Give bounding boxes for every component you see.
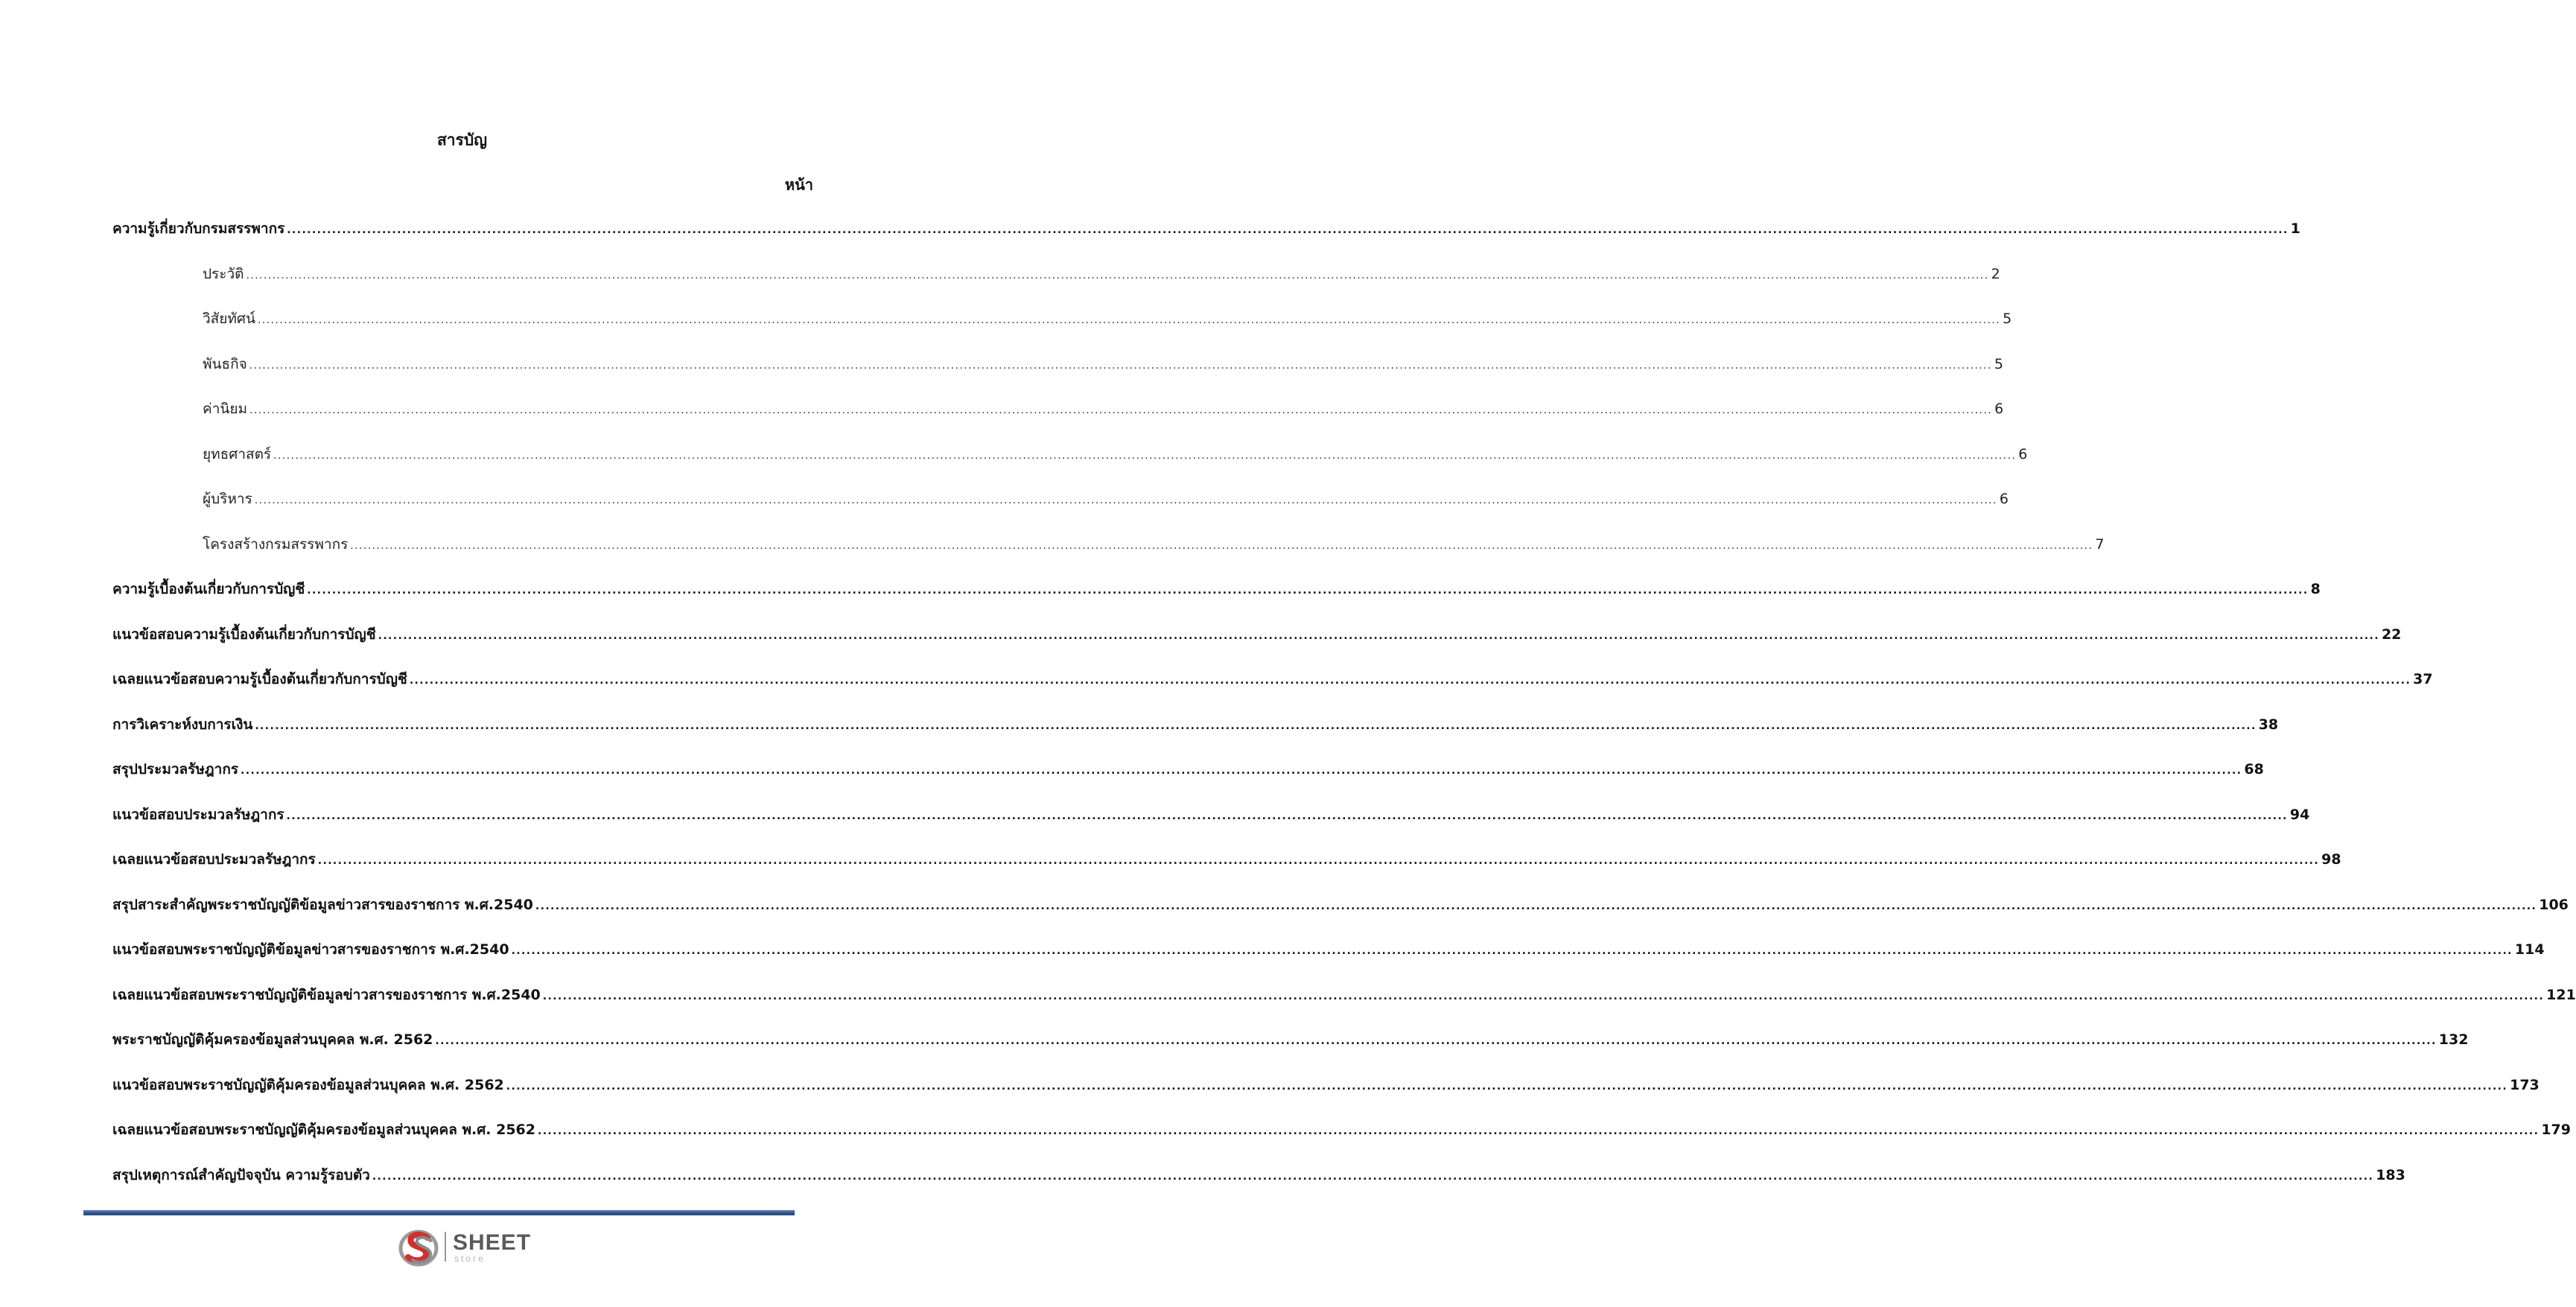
toc-entry-title: ค่านิยม bbox=[203, 401, 248, 417]
toc-entry-page: 98 bbox=[2321, 851, 2341, 868]
toc-entry bbox=[112, 668, 2433, 692]
toc-entry-page: 106 bbox=[2539, 896, 2569, 913]
page-title: สารบัญ bbox=[436, 131, 488, 149]
toc-entry bbox=[112, 758, 2264, 782]
toc-entry-page: 5 bbox=[1994, 355, 2003, 372]
toc-subentry bbox=[203, 533, 2105, 557]
toc-entry-page: 173 bbox=[2510, 1076, 2540, 1093]
toc-entry-page: 6 bbox=[2018, 445, 2028, 462]
toc-leader-dots: ................................................................................................................................................................................................................................................................................................................................................................................................................ bbox=[506, 1080, 2508, 1093]
toc-entry-page: 94 bbox=[2289, 806, 2310, 823]
toc-leader-dots: ................................................................................................................................................................................................................................................................................................................................................................................................................ bbox=[254, 495, 1997, 506]
toc-leader-dots: ................................................................................................................................................................................................................................................................................................................................................................................................................ bbox=[537, 1125, 2540, 1137]
toc-leader-dots: ................................................................................................................................................................................................................................................................................................................................................................................................................ bbox=[273, 449, 2017, 462]
toc-entry-page: 37 bbox=[2413, 671, 2433, 687]
toc-entry bbox=[112, 217, 2300, 241]
toc-leader-dots: ................................................................................................................................................................................................................................................................................................................................................................................................................ bbox=[535, 900, 2537, 912]
toc-entry-title: สรุปสาระสำคัญพระราชบัญญัติข้อมูลข่าวสารของราชการ พ.ศ.2540 bbox=[112, 896, 533, 913]
toc-entry-page: 1 bbox=[2290, 220, 2300, 237]
toc-leader-dots: ................................................................................................................................................................................................................................................................................................................................................................................................................ bbox=[249, 359, 1992, 372]
toc-entry-title: ผู้บริหาร bbox=[203, 491, 252, 507]
sheet-store-logo bbox=[399, 1229, 533, 1268]
toc-entry-page: 22 bbox=[2381, 626, 2402, 643]
toc-subentry bbox=[203, 353, 2003, 377]
toc-entry-page: 132 bbox=[2438, 1031, 2469, 1048]
toc-leader-dots: ................................................................................................................................................................................................................................................................................................................................................................................................................ bbox=[511, 945, 2513, 957]
toc-entry-title: แนวข้อสอบความรู้เบื้องต้นเกี่ยวกับการบัญชี bbox=[112, 626, 376, 643]
toc-entry-page: 38 bbox=[2258, 716, 2279, 733]
toc-entry-title: พระราชบัญญัติคุ้มครองข้อมูลส่วนบุคคล พ.ศ. 2562 bbox=[112, 1031, 433, 1048]
toc-entry bbox=[112, 713, 2279, 737]
toc-leader-dots: ................................................................................................................................................................................................................................................................................................................................................................................................................ bbox=[255, 719, 2257, 732]
toc-leader-dots: ................................................................................................................................................................................................................................................................................................................................................................................................................ bbox=[287, 224, 2289, 236]
toc-entry-page: 8 bbox=[2310, 581, 2321, 597]
toc-entry bbox=[112, 623, 2402, 647]
toc-entry-page: 183 bbox=[2376, 1166, 2405, 1183]
toc-entry bbox=[112, 848, 2341, 872]
page-column-header: หน้า bbox=[784, 176, 813, 194]
logo-wordmark: SHEET bbox=[453, 1230, 532, 1255]
toc-leader-dots: ................................................................................................................................................................................................................................................................................................................................................................................................................ bbox=[372, 1170, 2374, 1183]
toc-subentry bbox=[203, 308, 2012, 331]
toc-entry-page: 6 bbox=[1999, 491, 2009, 507]
toc-entry-page: 114 bbox=[2514, 941, 2545, 958]
toc-entry bbox=[112, 984, 2576, 1008]
toc-leader-dots: ................................................................................................................................................................................................................................................................................................................................................................................................................ bbox=[378, 629, 2379, 642]
toc-entry-title: สรุปเหตุการณ์สำคัญปัจจุบัน ความรู้รอบตัว bbox=[112, 1166, 370, 1183]
toc-entry-title: โครงสร้างกรมสรรพากร bbox=[203, 535, 349, 553]
toc-subentry bbox=[203, 398, 2004, 422]
toc-entry-title: ความรู้เบื้องต้นเกี่ยวกับการบัญชี bbox=[112, 581, 305, 597]
toc-entry-title: ความรู้เกี่ยวกับกรมสรรพากร bbox=[112, 220, 285, 237]
toc-entry-page: 2 bbox=[1991, 265, 2000, 282]
toc-entry-title: แนวข้อสอบประมวลรัษฎากร bbox=[112, 806, 284, 823]
toc-entry-title: แนวข้อสอบพระราชบัญญัติข้อมูลข่าวสารของราชการ พ.ศ.2540 bbox=[112, 941, 509, 958]
toc-entry-title: สรุปประมวลรัษฎากร bbox=[112, 761, 239, 777]
toc-subentry bbox=[203, 443, 2028, 467]
toc-entry-page: 5 bbox=[2003, 311, 2012, 327]
logo-subtitle: store bbox=[454, 1253, 486, 1264]
logo-divider bbox=[445, 1232, 446, 1262]
toc-entry bbox=[112, 1119, 2571, 1142]
sheet-store-s-icon bbox=[399, 1229, 442, 1268]
toc-entry-title: ยุทธศาสตร์ bbox=[203, 445, 272, 462]
toc-leader-dots: ................................................................................................................................................................................................................................................................................................................................................................................................................ bbox=[241, 765, 2242, 777]
toc-entry-page: 6 bbox=[1994, 401, 2004, 417]
toc-entry-page: 7 bbox=[2095, 535, 2105, 553]
toc-entry-title: เฉลยแนวข้อสอบประมวลรัษฎากร bbox=[112, 851, 316, 868]
toc-entry bbox=[112, 1028, 2469, 1052]
toc-leader-dots: ................................................................................................................................................................................................................................................................................................................................................................................................................ bbox=[246, 269, 1989, 282]
toc-leader-dots: ................................................................................................................................................................................................................................................................................................................................................................................................................ bbox=[435, 1035, 2437, 1047]
toc-entry bbox=[112, 578, 2321, 602]
toc-entry-title: การวิเคราะห์งบการเงิน bbox=[112, 716, 253, 733]
toc-entry bbox=[112, 804, 2310, 827]
toc-entry-page: 179 bbox=[2541, 1122, 2571, 1138]
toc-entry-title: วิสัยทัศน์ bbox=[203, 311, 255, 327]
toc-entry-title: เฉลยแนวข้อสอบพระราชบัญญัติคุ้มครองข้อมูลส่วนบุคคล พ.ศ. 2562 bbox=[112, 1122, 535, 1138]
toc-subentry bbox=[203, 263, 2000, 287]
footer-divider bbox=[83, 1210, 795, 1215]
toc-leader-dots: ................................................................................................................................................................................................................................................................................................................................................................................................................ bbox=[257, 314, 2001, 326]
toc-entry bbox=[112, 938, 2545, 962]
toc-entry bbox=[112, 894, 2569, 918]
toc-entry-title: พันธกิจ bbox=[203, 355, 247, 372]
toc-leader-dots: ................................................................................................................................................................................................................................................................................................................................................................................................................ bbox=[317, 855, 2320, 867]
toc-entry-title: เฉลยแนวข้อสอบความรู้เบื้องต้นเกี่ยวกับการบัญชี bbox=[112, 671, 407, 687]
toc-leader-dots: ................................................................................................................................................................................................................................................................................................................................................................................................................ bbox=[307, 585, 2309, 597]
toc-entry-title: เฉลยแนวข้อสอบพระราชบัญญัติข้อมูลข่าวสารของราชการ พ.ศ.2540 bbox=[112, 986, 541, 1003]
toc-entry bbox=[112, 1074, 2540, 1098]
toc-entry bbox=[112, 1164, 2405, 1188]
toc-entry-title: ประวัติ bbox=[203, 265, 244, 282]
toc-leader-dots: ................................................................................................................................................................................................................................................................................................................................................................................................................ bbox=[350, 539, 2093, 552]
toc-leader-dots: ................................................................................................................................................................................................................................................................................................................................................................................................................ bbox=[542, 990, 2545, 1002]
toc-subentry bbox=[203, 488, 2009, 512]
toc-leader-dots: ................................................................................................................................................................................................................................................................................................................................................................................................................ bbox=[286, 810, 2288, 822]
toc-entry-page: 121 bbox=[2546, 986, 2576, 1003]
toc-entry-title: แนวข้อสอบพระราชบัญญัติคุ้มครองข้อมูลส่วนบุคคล พ.ศ. 2562 bbox=[112, 1076, 504, 1093]
toc-leader-dots: ................................................................................................................................................................................................................................................................................................................................................................................................................ bbox=[249, 404, 1993, 416]
toc-entry-page: 68 bbox=[2244, 761, 2264, 777]
toc-leader-dots: ................................................................................................................................................................................................................................................................................................................................................................................................................ bbox=[409, 675, 2411, 687]
